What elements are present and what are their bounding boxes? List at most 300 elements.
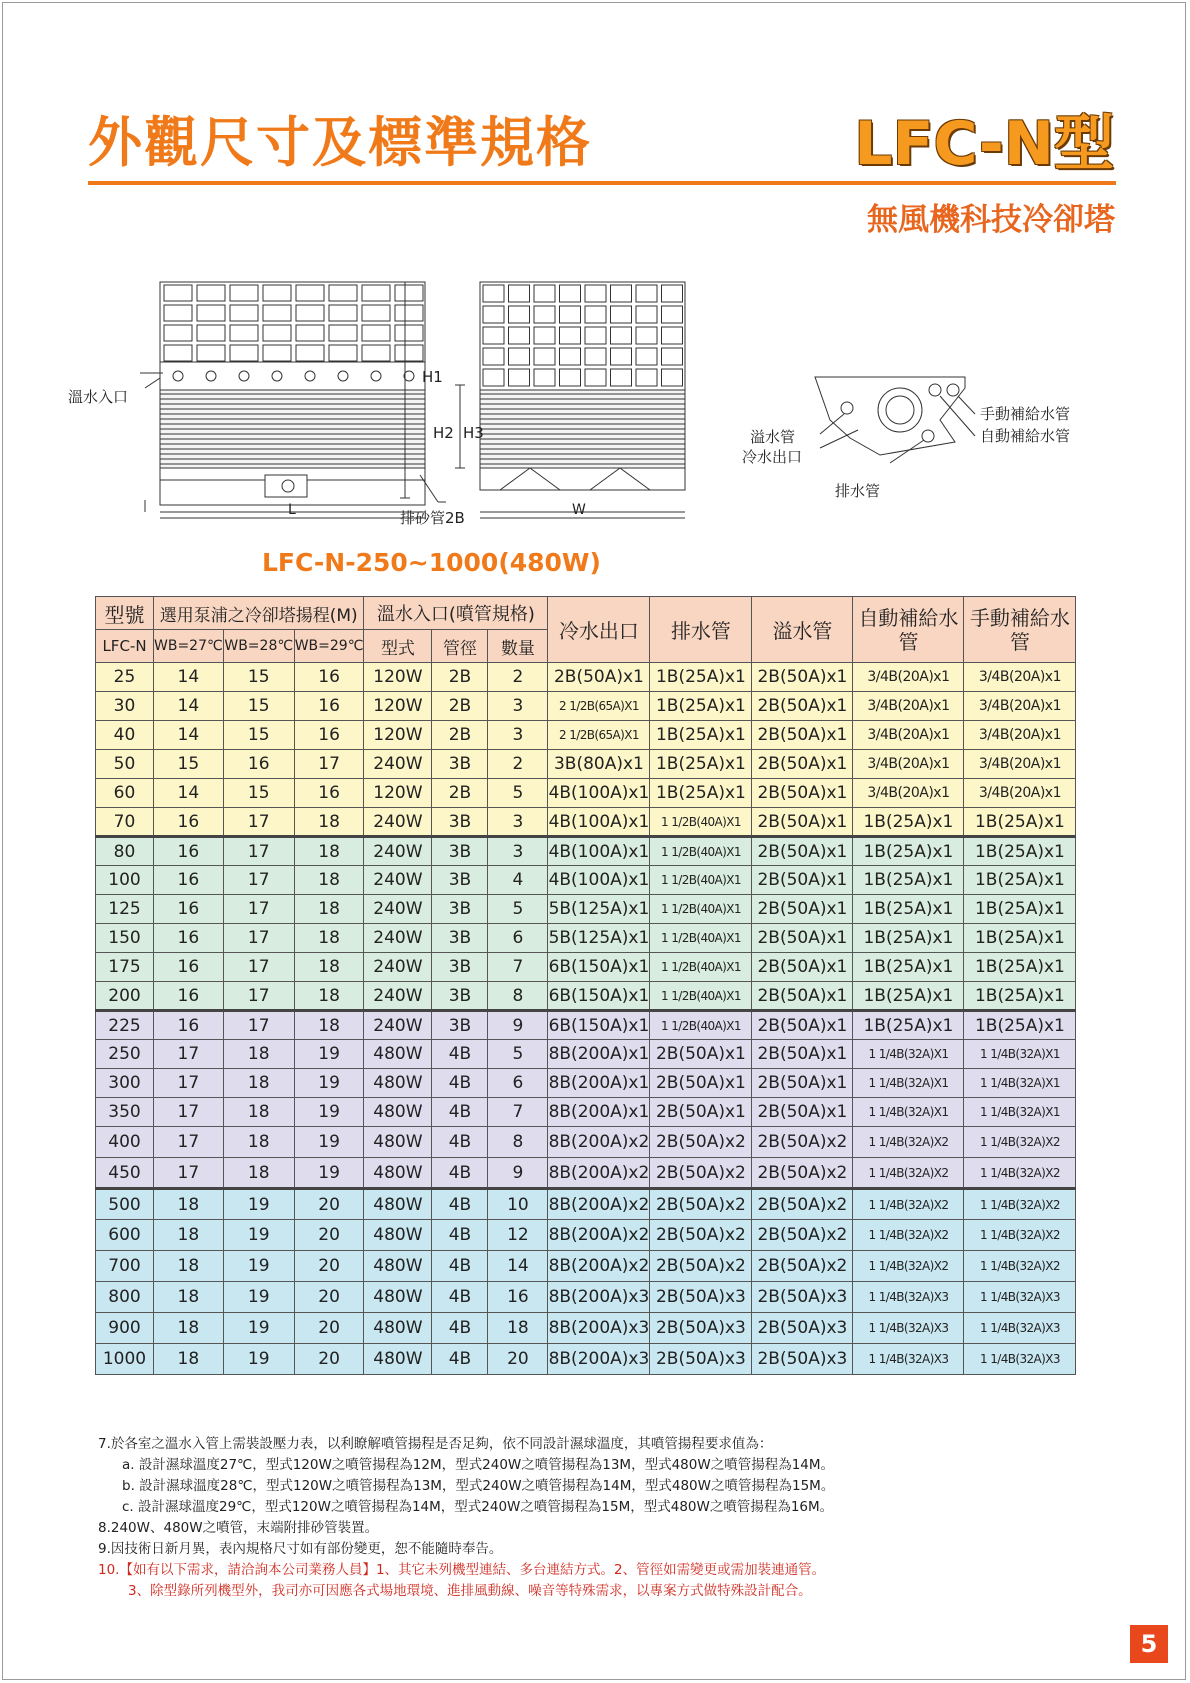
table-cell: 4B(100A)x1 bbox=[548, 808, 650, 837]
table-cell: 16 bbox=[294, 779, 364, 808]
table-cell: 7 bbox=[488, 953, 548, 982]
table-cell: 4B bbox=[432, 1158, 488, 1189]
table-cell: 3/4B(20A)x1 bbox=[964, 779, 1076, 808]
table-cell: 4B bbox=[432, 1069, 488, 1098]
table-cell: 3/4B(20A)x1 bbox=[964, 692, 1076, 721]
table-cell: 1B(25A)x1 bbox=[650, 692, 752, 721]
table-cell: 18 bbox=[294, 924, 364, 953]
table-cell: 19 bbox=[294, 1069, 364, 1098]
table-cell: 60 bbox=[96, 779, 154, 808]
table-cell: 18 bbox=[294, 837, 364, 866]
table-cell: 4B bbox=[432, 1127, 488, 1158]
table-cell: 6B(150A)x1 bbox=[548, 1011, 650, 1040]
table-cell: 3 bbox=[488, 837, 548, 866]
table-cell: 2B(50A)x1 bbox=[752, 663, 853, 692]
table-cell: 1B(25A)x1 bbox=[964, 1011, 1076, 1040]
table-cell: 2B(50A)x1 bbox=[752, 692, 853, 721]
table-row bbox=[96, 1098, 1076, 1127]
table-row bbox=[96, 924, 1076, 953]
table-cell: 18 bbox=[154, 1251, 224, 1282]
table-cell: 20 bbox=[294, 1220, 364, 1251]
table-cell: 18 bbox=[223, 1069, 294, 1098]
table-cell: 1B(25A)x1 bbox=[853, 837, 964, 866]
table-cell: 1000 bbox=[96, 1344, 154, 1375]
table-cell: 2B(50A)x1 bbox=[752, 808, 853, 837]
table-cell: 16 bbox=[294, 663, 364, 692]
table-cell: 17 bbox=[223, 837, 294, 866]
table-cell: 3B(80A)x1 bbox=[548, 750, 650, 779]
table-cell: 8B(200A)x3 bbox=[548, 1313, 650, 1344]
table-cell: 3/4B(20A)x1 bbox=[853, 779, 964, 808]
series-title: LFC-N-250~1000(480W) bbox=[262, 548, 601, 577]
table-cell: 30 bbox=[96, 692, 154, 721]
table-cell: 1B(25A)x1 bbox=[650, 721, 752, 750]
th-overflow: 溢水管 bbox=[752, 597, 853, 663]
note-9: 9.因技術日新月異，表內規格尺寸如有部份變更，恕不能隨時奉告。 bbox=[98, 1541, 503, 1557]
table-cell: 1B(25A)x1 bbox=[853, 808, 964, 837]
table-cell: 17 bbox=[154, 1040, 224, 1069]
table-cell: 18 bbox=[223, 1040, 294, 1069]
table-cell: 240W bbox=[364, 866, 432, 895]
table-cell: 100 bbox=[96, 866, 154, 895]
table-cell: 120W bbox=[364, 663, 432, 692]
table-row bbox=[96, 1127, 1076, 1158]
table-cell: 3B bbox=[432, 895, 488, 924]
table-cell: 2B(50A)x1 bbox=[752, 895, 853, 924]
table-cell: 19 bbox=[294, 1158, 364, 1189]
table-cell: 1B(25A)x1 bbox=[853, 1011, 964, 1040]
table-cell: 1 1/2B(40A)X1 bbox=[650, 924, 752, 953]
table-cell: 120W bbox=[364, 692, 432, 721]
table-cell: 1 1/4B(32A)X1 bbox=[853, 1098, 964, 1127]
table-cell: 1B(25A)x1 bbox=[964, 837, 1076, 866]
table-cell: 400 bbox=[96, 1127, 154, 1158]
table-cell: 8 bbox=[488, 1127, 548, 1158]
table-cell: 9 bbox=[488, 1011, 548, 1040]
table-cell: 120W bbox=[364, 721, 432, 750]
table-cell: 2B(50A)x1 bbox=[752, 750, 853, 779]
table-cell: 480W bbox=[364, 1220, 432, 1251]
table-cell: 1 1/4B(32A)X3 bbox=[964, 1313, 1076, 1344]
table-cell: 15 bbox=[154, 750, 224, 779]
table-cell: 18 bbox=[294, 1011, 364, 1040]
table-cell: 6 bbox=[488, 1069, 548, 1098]
table-cell: 2B(50A)x2 bbox=[650, 1189, 752, 1220]
table-cell: 2B bbox=[432, 721, 488, 750]
table-cell: 2B(50A)x1 bbox=[752, 953, 853, 982]
table-cell: 17 bbox=[223, 895, 294, 924]
table-cell: 480W bbox=[364, 1098, 432, 1127]
table-cell: 1 1/4B(32A)X3 bbox=[964, 1344, 1076, 1375]
table-cell: 14 bbox=[154, 721, 224, 750]
table-cell: 350 bbox=[96, 1098, 154, 1127]
table-cell: 18 bbox=[223, 1098, 294, 1127]
table-cell: 1B(25A)x1 bbox=[964, 953, 1076, 982]
title-divider bbox=[88, 181, 1116, 185]
table-cell: 1B(25A)x1 bbox=[964, 982, 1076, 1011]
table-cell: 500 bbox=[96, 1189, 154, 1220]
th-manual-makeup: 手動補給水管 bbox=[964, 597, 1076, 663]
table-cell: 2B(50A)x2 bbox=[752, 1127, 853, 1158]
table-cell: 175 bbox=[96, 953, 154, 982]
table-cell: 480W bbox=[364, 1040, 432, 1069]
table-cell: 2 1/2B(65A)X1 bbox=[548, 721, 650, 750]
table-row bbox=[96, 692, 1076, 721]
table-row bbox=[96, 1344, 1076, 1375]
table-row bbox=[96, 1313, 1076, 1344]
table-cell: 18 bbox=[154, 1220, 224, 1251]
table-cell: 4B bbox=[432, 1344, 488, 1375]
table-cell: 16 bbox=[294, 692, 364, 721]
table-cell: 18 bbox=[294, 895, 364, 924]
table-cell: 2B(50A)x3 bbox=[650, 1282, 752, 1313]
table-cell: 19 bbox=[223, 1313, 294, 1344]
basin-plan-view bbox=[815, 377, 965, 455]
table-cell: 18 bbox=[294, 866, 364, 895]
table-cell: 18 bbox=[154, 1189, 224, 1220]
table-cell: 1 1/4B(32A)X3 bbox=[853, 1313, 964, 1344]
table-cell: 240W bbox=[364, 924, 432, 953]
th-wb27: WB=27℃ bbox=[154, 630, 224, 663]
spec-table bbox=[95, 596, 1076, 1375]
table-cell: 2B(50A)x3 bbox=[650, 1313, 752, 1344]
table-cell: 480W bbox=[364, 1344, 432, 1375]
table-cell: 17 bbox=[154, 1098, 224, 1127]
table-cell: 8B(200A)x3 bbox=[548, 1344, 650, 1375]
table-cell: 19 bbox=[294, 1098, 364, 1127]
side-view bbox=[480, 282, 685, 512]
table-row bbox=[96, 808, 1076, 837]
table-cell: 1 1/4B(32A)X1 bbox=[964, 1069, 1076, 1098]
note-7a: a. 設計濕球溫度27℃，型式120W之噴管揚程為12M，型式240W之噴管揚程為13M，型式480W之噴管揚程為14M。 bbox=[122, 1457, 835, 1473]
table-cell: 240W bbox=[364, 895, 432, 924]
table-cell: 70 bbox=[96, 808, 154, 837]
table-row bbox=[96, 721, 1076, 750]
table-cell: 480W bbox=[364, 1069, 432, 1098]
th-type: 型式 bbox=[364, 630, 432, 663]
table-cell: 20 bbox=[294, 1313, 364, 1344]
table-cell: 20 bbox=[488, 1344, 548, 1375]
table-cell: 1B(25A)x1 bbox=[650, 750, 752, 779]
table-cell: 240W bbox=[364, 1011, 432, 1040]
table-cell: 2B(50A)x3 bbox=[752, 1282, 853, 1313]
table-cell: 16 bbox=[294, 721, 364, 750]
table-cell: 1 1/2B(40A)X1 bbox=[650, 953, 752, 982]
table-row bbox=[96, 1251, 1076, 1282]
table-cell: 19 bbox=[223, 1251, 294, 1282]
table-cell: 19 bbox=[223, 1344, 294, 1375]
table-cell: 4 bbox=[488, 866, 548, 895]
dim-w: W bbox=[572, 502, 586, 518]
table-cell: 3B bbox=[432, 924, 488, 953]
table-cell: 2B(50A)x2 bbox=[752, 1158, 853, 1189]
table-cell: 2B(50A)x1 bbox=[752, 866, 853, 895]
table-cell: 1 1/4B(32A)X1 bbox=[964, 1098, 1076, 1127]
table-cell: 300 bbox=[96, 1069, 154, 1098]
table-cell: 15 bbox=[223, 663, 294, 692]
table-cell: 1 1/4B(32A)X1 bbox=[853, 1040, 964, 1069]
table-cell: 8B(200A)x1 bbox=[548, 1069, 650, 1098]
table-cell: 3/4B(20A)x1 bbox=[964, 750, 1076, 779]
table-cell: 2B(50A)x2 bbox=[650, 1220, 752, 1251]
table-cell: 16 bbox=[488, 1282, 548, 1313]
table-cell: 240W bbox=[364, 837, 432, 866]
table-cell: 3B bbox=[432, 953, 488, 982]
table-cell: 1 1/4B(32A)X1 bbox=[964, 1040, 1076, 1069]
table-cell: 17 bbox=[154, 1158, 224, 1189]
th-drain: 排水管 bbox=[650, 597, 752, 663]
table-cell: 2B(50A)x1 bbox=[752, 1011, 853, 1040]
front-view bbox=[145, 282, 425, 512]
table-cell: 18 bbox=[223, 1158, 294, 1189]
table-cell: 15 bbox=[223, 779, 294, 808]
table-cell: 900 bbox=[96, 1313, 154, 1344]
table-cell: 16 bbox=[223, 750, 294, 779]
table-cell: 18 bbox=[223, 1127, 294, 1158]
table-cell: 2B(50A)x3 bbox=[752, 1344, 853, 1375]
table-cell: 480W bbox=[364, 1127, 432, 1158]
table-cell: 2B(50A)x1 bbox=[752, 721, 853, 750]
table-cell: 2B bbox=[432, 692, 488, 721]
table-cell: 1 1/4B(32A)X2 bbox=[964, 1127, 1076, 1158]
table-row bbox=[96, 1069, 1076, 1098]
page-number: 5 bbox=[1130, 1625, 1168, 1663]
table-cell: 240W bbox=[364, 750, 432, 779]
table-cell: 17 bbox=[223, 924, 294, 953]
th-pump-head: 選用泵浦之冷卻塔揚程(M) bbox=[154, 597, 364, 630]
table-row bbox=[96, 663, 1076, 692]
table-cell: 16 bbox=[154, 895, 224, 924]
table-cell: 19 bbox=[294, 1040, 364, 1069]
table-cell: 18 bbox=[294, 953, 364, 982]
table-cell: 1 1/2B(40A)X1 bbox=[650, 837, 752, 866]
table-cell: 20 bbox=[294, 1282, 364, 1313]
table-cell: 5 bbox=[488, 779, 548, 808]
table-cell: 17 bbox=[223, 953, 294, 982]
note-7b: b. 設計濕球溫度28℃，型式120W之噴管揚程為13M，型式240W之噴管揚程為14M，型式480W之噴管揚程為15M。 bbox=[122, 1478, 835, 1494]
table-cell: 150 bbox=[96, 924, 154, 953]
table-cell: 1 1/4B(32A)X1 bbox=[853, 1069, 964, 1098]
table-cell: 4B bbox=[432, 1282, 488, 1313]
table-cell: 250 bbox=[96, 1040, 154, 1069]
table-cell: 2 bbox=[488, 663, 548, 692]
table-cell: 2B(50A)x1 bbox=[548, 663, 650, 692]
table-cell: 8B(200A)x1 bbox=[548, 1098, 650, 1127]
table-cell: 2B(50A)x2 bbox=[650, 1158, 752, 1189]
table-cell: 19 bbox=[223, 1220, 294, 1251]
table-cell: 18 bbox=[154, 1344, 224, 1375]
table-cell: 2B(50A)x2 bbox=[752, 1189, 853, 1220]
table-cell: 6B(150A)x1 bbox=[548, 982, 650, 1011]
auto-makeup-label: 自動補給水管 bbox=[980, 427, 1071, 445]
table-cell: 16 bbox=[154, 924, 224, 953]
table-cell: 3/4B(20A)x1 bbox=[964, 721, 1076, 750]
note-10-cont: 3、除型錄所列機型外，我司亦可因應各式場地環境、進排風動線、噪音等特殊需求，以專案方式做特殊設計配合。 bbox=[128, 1583, 812, 1599]
th-qty: 數量 bbox=[488, 630, 548, 663]
table-cell: 1B(25A)x1 bbox=[853, 953, 964, 982]
table-row bbox=[96, 837, 1076, 866]
table-cell: 50 bbox=[96, 750, 154, 779]
table-cell: 1B(25A)x1 bbox=[853, 924, 964, 953]
th-wb28: WB=28℃ bbox=[223, 630, 294, 663]
table-cell: 2B(50A)x2 bbox=[650, 1251, 752, 1282]
dim-h1: H1 bbox=[422, 368, 443, 386]
table-cell: 4B(100A)x1 bbox=[548, 837, 650, 866]
table-row bbox=[96, 1220, 1076, 1251]
th-inlet: 溫水入口(噴管規格) bbox=[364, 597, 548, 630]
table-cell: 1 1/4B(32A)X2 bbox=[964, 1158, 1076, 1189]
note-7: 7.於各室之溫水入管上需裝設壓力表，以利瞭解噴管揚程是否足夠，依不同設計濕球溫度，其噴管揚程要求值為： bbox=[98, 1436, 773, 1452]
table-cell: 1 1/4B(32A)X2 bbox=[964, 1251, 1076, 1282]
note-8: 8.240W、480W之噴管，末端附排砂管裝置。 bbox=[98, 1520, 379, 1536]
th-model: 型號 bbox=[96, 597, 154, 630]
table-row bbox=[96, 1189, 1076, 1220]
table-cell: 2B(50A)x2 bbox=[752, 1251, 853, 1282]
page-title: 外觀尺寸及標準規格 bbox=[88, 111, 592, 174]
table-cell: 5B(125A)x1 bbox=[548, 924, 650, 953]
table-cell: 1 1/2B(40A)X1 bbox=[650, 866, 752, 895]
table-cell: 800 bbox=[96, 1282, 154, 1313]
table-cell: 3B bbox=[432, 982, 488, 1011]
table-cell: 8B(200A)x1 bbox=[548, 1040, 650, 1069]
table-cell: 20 bbox=[294, 1189, 364, 1220]
th-cold-outlet: 冷水出口 bbox=[548, 597, 650, 663]
table-cell: 4B bbox=[432, 1098, 488, 1127]
table-cell: 2B(50A)x3 bbox=[752, 1313, 853, 1344]
table-cell: 2B(50A)x1 bbox=[650, 1040, 752, 1069]
table-cell: 1B(25A)x1 bbox=[650, 663, 752, 692]
table-cell: 2B bbox=[432, 779, 488, 808]
table-cell: 3B bbox=[432, 750, 488, 779]
table-cell: 6B(150A)x1 bbox=[548, 953, 650, 982]
table-cell: 2 bbox=[488, 750, 548, 779]
table-cell: 480W bbox=[364, 1189, 432, 1220]
table-cell: 1 1/4B(32A)X2 bbox=[853, 1251, 964, 1282]
table-cell: 2B(50A)x1 bbox=[650, 1069, 752, 1098]
table-cell: 2B(50A)x1 bbox=[752, 1069, 853, 1098]
table-cell: 3B bbox=[432, 837, 488, 866]
table-cell: 2B(50A)x2 bbox=[650, 1127, 752, 1158]
table-cell: 1 1/4B(32A)X2 bbox=[964, 1189, 1076, 1220]
table-cell: 18 bbox=[294, 808, 364, 837]
table-cell: 480W bbox=[364, 1158, 432, 1189]
table-cell: 8B(200A)x2 bbox=[548, 1127, 650, 1158]
table-cell: 4B bbox=[432, 1220, 488, 1251]
table-cell: 5B(125A)x1 bbox=[548, 895, 650, 924]
table-cell: 4B(100A)x1 bbox=[548, 779, 650, 808]
table-cell: 3/4B(20A)x1 bbox=[964, 663, 1076, 692]
notes bbox=[98, 1434, 834, 1602]
table-cell: 2B(50A)x2 bbox=[752, 1220, 853, 1251]
table-cell: 17 bbox=[223, 866, 294, 895]
table-row bbox=[96, 866, 1076, 895]
table-cell: 17 bbox=[154, 1127, 224, 1158]
table-row bbox=[96, 1158, 1076, 1189]
table-cell: 7 bbox=[488, 1098, 548, 1127]
table-cell: 16 bbox=[154, 953, 224, 982]
table-row bbox=[96, 779, 1076, 808]
table-cell: 700 bbox=[96, 1251, 154, 1282]
table-header-row bbox=[96, 597, 1076, 630]
table-cell: 480W bbox=[364, 1282, 432, 1313]
table-cell: 600 bbox=[96, 1220, 154, 1251]
table-cell: 16 bbox=[154, 982, 224, 1011]
table-cell: 2B(50A)x1 bbox=[650, 1098, 752, 1127]
hot-water-inlet-label: 溫水入口 bbox=[68, 388, 129, 406]
table-cell: 240W bbox=[364, 808, 432, 837]
overflow-label: 溢水管 bbox=[750, 428, 796, 446]
table-cell: 18 bbox=[154, 1282, 224, 1313]
table-cell: 18 bbox=[154, 1313, 224, 1344]
table-cell: 1 1/2B(40A)X1 bbox=[650, 982, 752, 1011]
table-cell: 3B bbox=[432, 1011, 488, 1040]
table-cell: 16 bbox=[154, 808, 224, 837]
table-cell: 9 bbox=[488, 1158, 548, 1189]
table-cell: 5 bbox=[488, 895, 548, 924]
table-cell: 1 1/2B(40A)X1 bbox=[650, 808, 752, 837]
table-cell: 5 bbox=[488, 1040, 548, 1069]
table-cell: 3B bbox=[432, 808, 488, 837]
table-cell: 14 bbox=[488, 1251, 548, 1282]
th-auto-makeup: 自動補給水管 bbox=[853, 597, 964, 663]
table-cell: 4B bbox=[432, 1313, 488, 1344]
table-cell: 2B(50A)x1 bbox=[752, 1040, 853, 1069]
table-cell: 8B(200A)x2 bbox=[548, 1251, 650, 1282]
model-name: LFC-N型 bbox=[854, 109, 1114, 179]
table-cell: 3/4B(20A)x1 bbox=[853, 721, 964, 750]
table-cell: 8B(200A)x3 bbox=[548, 1282, 650, 1313]
table-cell: 1 1/2B(40A)X1 bbox=[650, 1011, 752, 1040]
table-cell: 2B(50A)x1 bbox=[752, 1098, 853, 1127]
table-cell: 16 bbox=[154, 837, 224, 866]
table-cell: 8B(200A)x2 bbox=[548, 1220, 650, 1251]
table-cell: 240W bbox=[364, 953, 432, 982]
drain-label: 排水管 bbox=[835, 482, 881, 500]
table-cell: 3 bbox=[488, 721, 548, 750]
table-cell: 10 bbox=[488, 1189, 548, 1220]
table-cell: 480W bbox=[364, 1251, 432, 1282]
table-cell: 200 bbox=[96, 982, 154, 1011]
table-cell: 2B(50A)x1 bbox=[752, 982, 853, 1011]
table-cell: 120W bbox=[364, 779, 432, 808]
table-cell: 17 bbox=[154, 1069, 224, 1098]
table-cell: 14 bbox=[154, 663, 224, 692]
table-cell: 80 bbox=[96, 837, 154, 866]
table-cell: 1 1/4B(32A)X3 bbox=[964, 1282, 1076, 1313]
table-cell: 17 bbox=[223, 1011, 294, 1040]
table-cell: 2B(50A)x1 bbox=[752, 779, 853, 808]
table-cell: 20 bbox=[294, 1251, 364, 1282]
table-cell: 19 bbox=[223, 1189, 294, 1220]
table-cell: 3B bbox=[432, 866, 488, 895]
table-cell: 2 1/2B(65A)X1 bbox=[548, 692, 650, 721]
table-cell: 125 bbox=[96, 895, 154, 924]
dim-h3: H3 bbox=[463, 424, 484, 442]
table-cell: 1 1/4B(32A)X3 bbox=[853, 1344, 964, 1375]
table-cell: 17 bbox=[223, 808, 294, 837]
table-row bbox=[96, 1040, 1076, 1069]
table-cell: 3 bbox=[488, 808, 548, 837]
table-row bbox=[96, 750, 1076, 779]
table-cell: 14 bbox=[154, 779, 224, 808]
table-cell: 16 bbox=[154, 866, 224, 895]
table-cell: 14 bbox=[154, 692, 224, 721]
table-cell: 18 bbox=[488, 1313, 548, 1344]
table-cell: 2B bbox=[432, 663, 488, 692]
table-cell: 1 1/4B(32A)X2 bbox=[853, 1127, 964, 1158]
table-cell: 1B(25A)x1 bbox=[964, 924, 1076, 953]
th-wb29: WB=29℃ bbox=[294, 630, 364, 663]
